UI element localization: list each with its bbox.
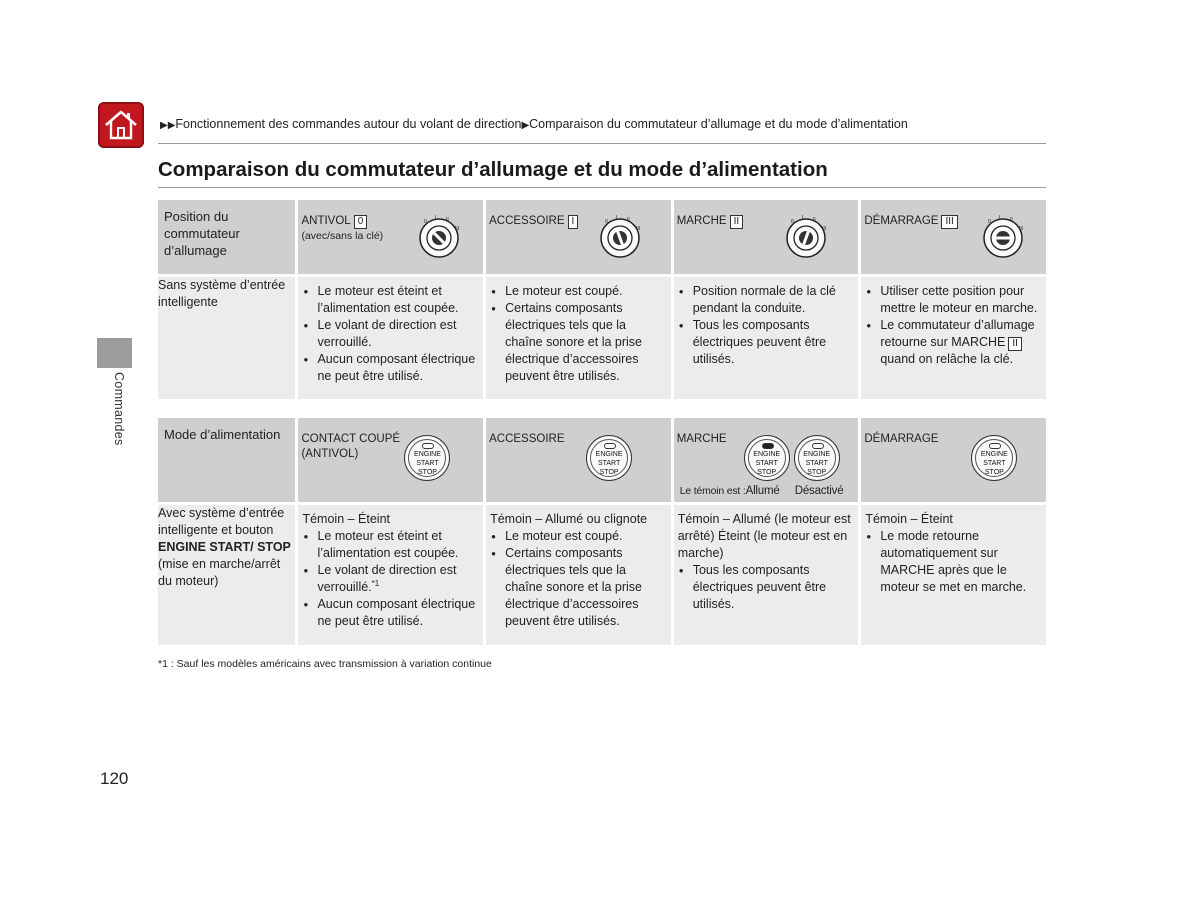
svg-text:III: III [1019,226,1024,232]
body-label: Avec système d’entrée intelligente et bouton ENGINE START/ STOP (mise en marche/arrêt du moteur) [158,505,295,645]
footnote-ref: *1 [371,578,380,588]
svg-text:III: III [455,226,460,232]
position-number: 0 [354,215,368,229]
engine-start-button-icon: ENGINE START STOP [586,435,632,481]
breadcrumb [160,117,908,131]
list-item: ● Le moteur est éteint et l’alimentation est coupée. [302,528,479,562]
position-number: I [568,215,579,229]
description-cell [486,505,671,645]
mode-label: CONTACT COUPÉ (ANTIVOL) [301,433,401,460]
description-cell [298,505,483,645]
header-rule [158,143,1046,144]
position-label: DÉMARRAGE III [864,214,957,229]
power-row-label: Mode d’alimentation [164,427,281,442]
home-icon[interactable] [98,102,144,148]
position-cell [298,200,483,274]
list-item: ● Le moteur est coupé. [490,528,667,545]
svg-text:0: 0 [605,219,608,225]
position-cell [861,200,1046,274]
list-item: ● Le commutateur d’allumage retourne sur MARCHE II quand on relâche la clé. [865,317,1042,368]
side-label: Commandes [112,372,126,446]
ignition-row-label-cell [158,200,295,274]
description-cell [861,277,1046,399]
ignition-key-icon [415,214,463,262]
svg-text:II: II [812,217,816,223]
description-cell [486,277,671,399]
breadcrumb-current: Comparaison du commutateur d’allumage et du mode d’alimentation [529,117,908,131]
mode-cell [486,418,671,502]
list-item: ● Utiliser cette position pour mettre le moteur en marche. [865,283,1042,317]
list-item: ● Position normale de la clé pendant la conduite. [678,283,855,317]
engine-start-button-off-icon: ENGINE START STOP [794,435,840,481]
list-item: ● Le moteur est éteint et l’alimentation est coupée. [302,283,479,317]
mode-cell [298,418,483,502]
list-item: ● Tous les composants électriques peuvent être utilisés. [678,317,855,368]
position-number: II [730,215,744,229]
house-icon [104,109,138,141]
svg-text:III: III [821,226,826,232]
svg-text:II: II [627,217,630,223]
breadcrumb-arrow-icon: ▶ [521,120,530,131]
power-header-row [158,418,1046,502]
led-note: Le témoin est :Allumé Désactivé [679,485,844,497]
list-item: ● Certains composants électriques tels que la chaîne sonore et la prise électrique d’accessoires peuvent être utilisés. [490,545,667,630]
mode-label: ACCESSOIRE [489,433,565,445]
description-cell [298,277,483,399]
mode-cell [674,418,859,502]
body-label: Sans système d’entrée intelligente [158,277,295,399]
engine-start-button-icon: ENGINE START STOP [971,435,1017,481]
svg-text:0: 0 [424,219,428,225]
power-body-row [158,505,1046,645]
mode-label: MARCHE [676,433,727,445]
power-mode-table [155,415,1049,648]
svg-text:I: I [999,215,1001,221]
position-label: MARCHE II [677,214,743,229]
indicator-status: Témoin – Éteint [302,512,391,526]
position-number: III [941,215,957,229]
position-label: ANTIVOL 0 (avec/sans la clé) [301,215,384,242]
mode-cell [861,418,1046,502]
engine-start-button-on-icon: ENGINE START STOP [744,435,790,481]
ignition-key-icon [979,214,1027,262]
indicator-status: Témoin – Allumé (le moteur est arrêté) Éteint (le moteur est en marche) [677,512,851,560]
svg-text:I: I [801,215,804,221]
list-item: ● Le mode retourne automatiquement sur MARCHE après que le moteur se met en marche. [865,528,1042,596]
ignition-key-icon [782,214,830,262]
svg-text:I: I [616,215,618,221]
position-number: II [1008,337,1022,351]
list-item: ● Le volant de direction est verrouillé. [302,317,479,351]
side-tab[interactable] [97,338,132,368]
page-title: Comparaison du commutateur d’allumage et du mode d’alimentation [158,158,828,181]
breadcrumb-arrow-icon: ▶▶ [160,120,176,131]
list-item: ● Aucun composant électrique ne peut être utilisé. [302,596,479,630]
list-item: ● Le volant de direction est verrouillé.$^{*1}$ [302,562,479,596]
position-cell [486,200,671,274]
svg-text:I: I [435,215,437,221]
breadcrumb-link-section[interactable]: Fonctionnement des commandes autour du volant de direction [175,117,522,131]
svg-text:II: II [1010,217,1014,223]
mode-label: DÉMARRAGE [864,433,939,445]
ignition-key-icon [596,214,644,262]
ignition-row-label: Position du commutateur d’allumage [164,209,240,258]
ignition-header-row [158,200,1046,274]
list-item: ● Le moteur est coupé. [490,283,667,300]
description-cell [674,277,859,399]
description-cell [861,505,1046,645]
svg-text:0: 0 [790,219,794,225]
page-number: 120 [100,769,129,788]
position-cell [674,200,859,274]
indicator-status: Témoin – Éteint [865,512,953,526]
list-item: ● Certains composants électriques tels que la chaîne sonore et la prise électrique d’accessoires peuvent être utilisés. [490,300,667,385]
ignition-table [155,197,1049,402]
ignition-body-row [158,277,1046,399]
description-cell [674,505,859,645]
svg-text:0: 0 [988,219,992,225]
footnote: *1 : Sauf les modèles américains avec transmission à variation continue [158,658,492,670]
indicator-status: Témoin – Allumé ou clignote [490,512,648,526]
position-label: ACCESSOIRE I [489,214,578,229]
list-item: ● Aucun composant électrique ne peut être utilisé. [302,351,479,385]
svg-text:III: III [636,226,641,232]
power-row-label-cell [158,418,295,502]
engine-start-button-icon: ENGINE START STOP [404,435,450,481]
list-item: ● Tous les composants électriques peuvent être utilisés. [678,562,855,613]
title-rule [158,187,1046,188]
svg-text:II: II [446,217,450,223]
